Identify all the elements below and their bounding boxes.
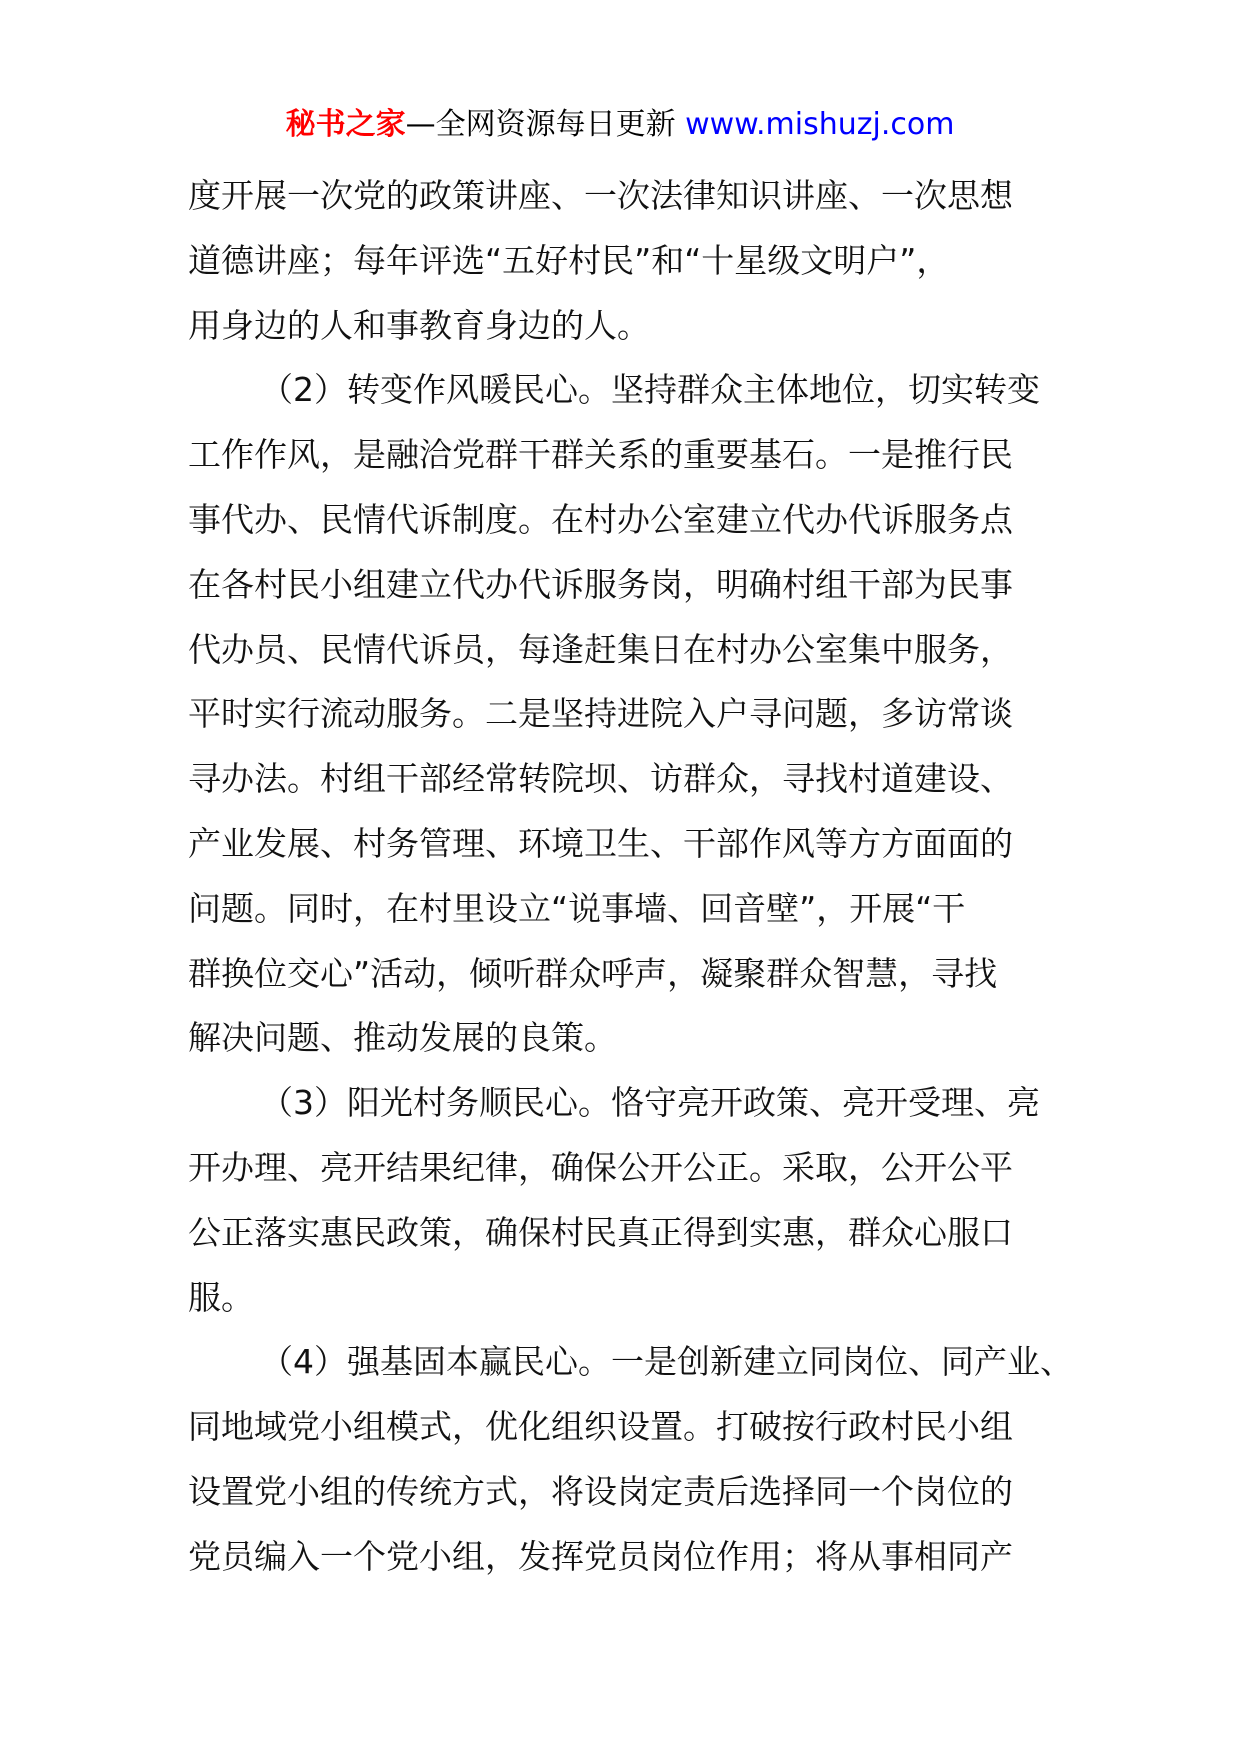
text-line: 代办员、民情代诉员，每逢赶集日在村办公室集中服务， [188,629,1013,669]
text-line: 寻办法。村组干部经常转院坝、访群众，寻找村道建设、 [188,759,1013,799]
text-line: 用身边的人和事教育身边的人。 [188,305,650,345]
text-line: 道德讲座；每年评选“五好村民”和“十星级文明户”， [188,240,950,280]
text-line: 群换位交心”活动，倾听群众呼声，凝聚群众智慧，寻找 [188,953,998,993]
text-line: 在各村民小组建立代办代诉服务岗，明确村组干部为民事 [188,564,1013,604]
paragraph-2-start: （2）转变作风暖民心。坚持群众主体地位，切实转变 [260,370,1040,410]
text-line: 设置党小组的传统方式，将设岗定责后选择同一个岗位的 [188,1471,1013,1511]
text-line: 服。 [188,1277,254,1317]
text-line: 解决问题、推动发展的良策。 [188,1018,617,1058]
text-line: 党员编入一个党小组，发挥党员岗位作用；将从事相同产 [188,1536,1013,1576]
text-line: 同地域党小组模式，优化组织设置。打破按行政村民小组 [188,1407,1013,1447]
header-tagline: —全网资源每日更新 [405,107,686,142]
paragraph-3-start: （3）阳光村务顺民心。恪守亮开政策、亮开受理、亮 [260,1083,1040,1123]
document-body [188,164,1073,1590]
website-link[interactable]: www.mishuzj.com [685,107,955,142]
text-line: 产业发展、村务管理、环境卫生、干部作风等方方面面的 [188,823,1013,863]
text-line: 事代办、民情代诉制度。在村办公室建立代办代诉服务点 [188,499,1013,539]
text-line: 开办理、亮开结果纪律，确保公开公正。采取，公开公平 [188,1147,1013,1187]
text-line: 公正落实惠民政策，确保村民真正得到实惠，群众心服口 [188,1212,1013,1252]
text-line: 工作作风，是融洽党群干群关系的重要基石。一是推行民 [188,435,1013,475]
paragraph-4-start: （4）强基固本赢民心。一是创新建立同岗位、同产业、 [260,1342,1073,1382]
page-header [0,100,1240,150]
text-line: 度开展一次党的政策讲座、一次法律知识讲座、一次思想 [188,176,1013,215]
brand-name: 秘书之家 [285,107,406,142]
text-line: 问题。同时，在村里设立“说事墙、回音壁”，开展“干 [188,888,966,928]
text-line: 平时实行流动服务。二是坚持进院入户寻问题，多访常谈 [188,694,1013,734]
